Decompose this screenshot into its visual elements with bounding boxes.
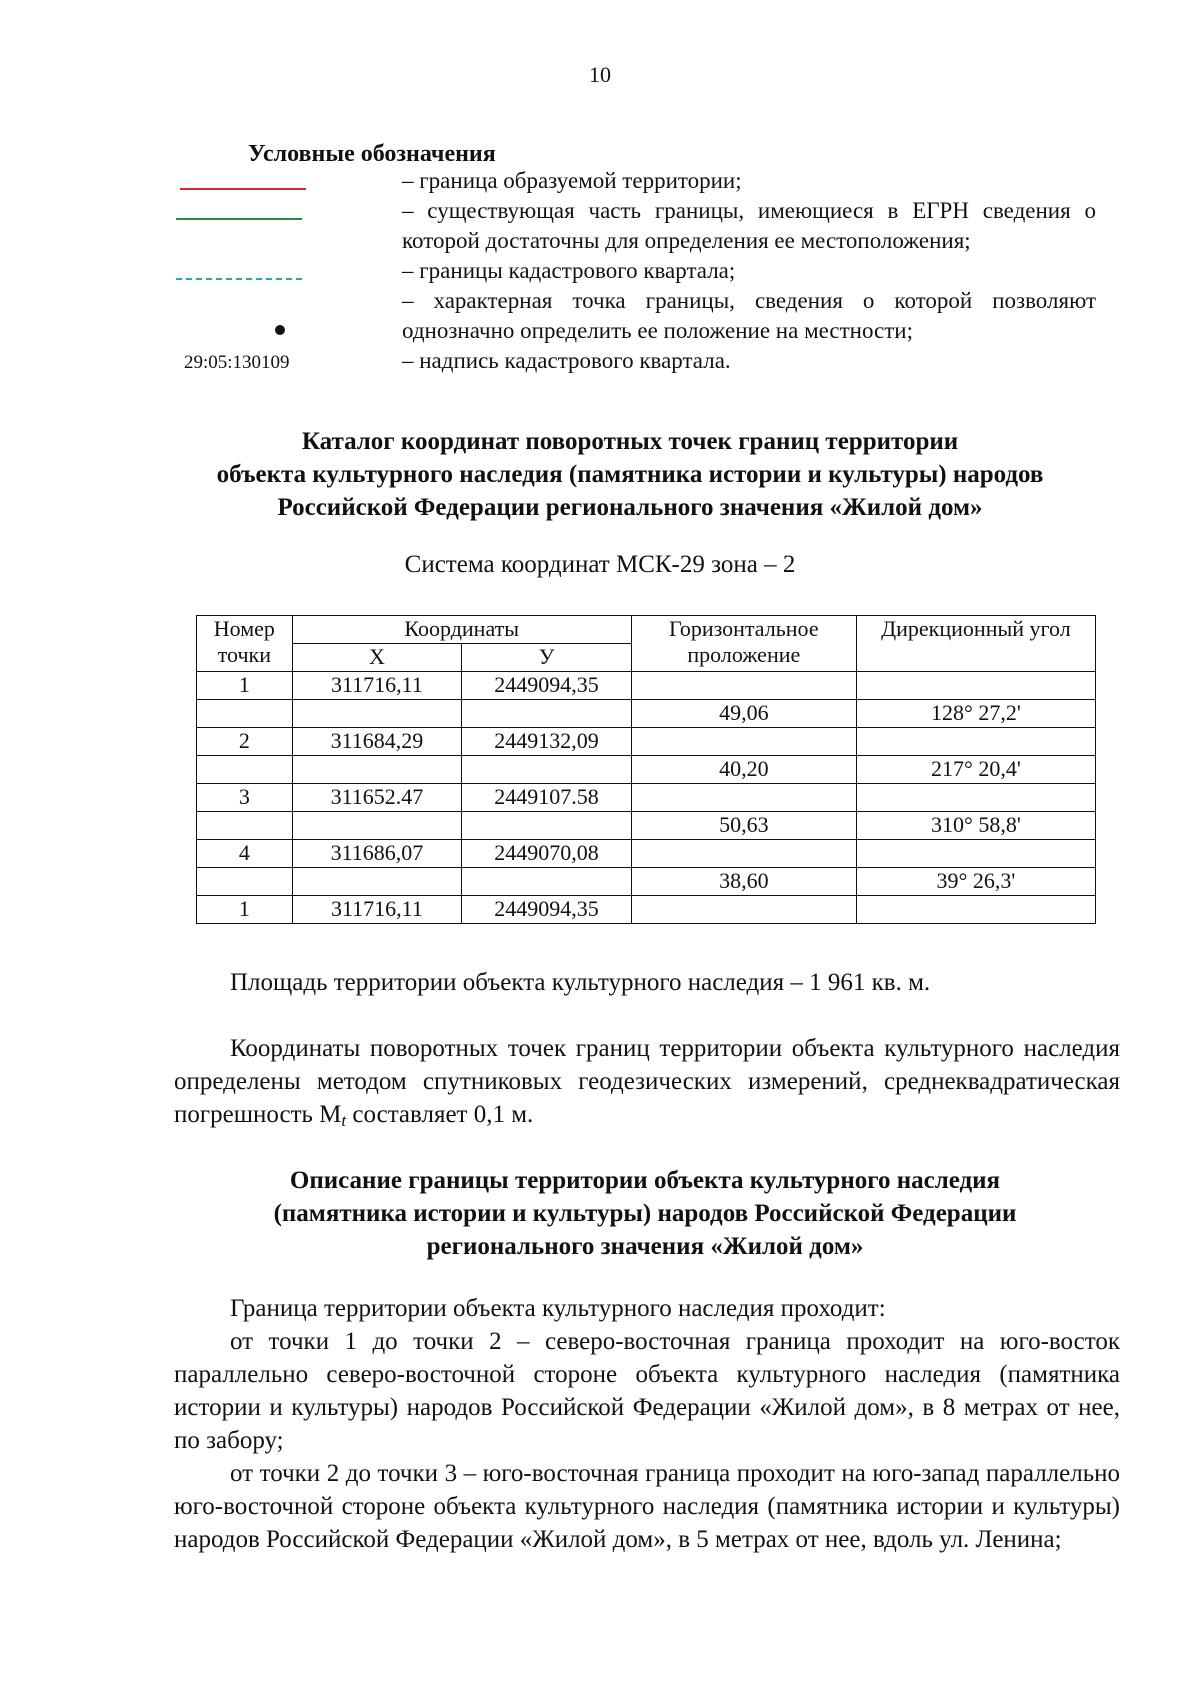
point-row [197,784,1096,812]
legend-text: – границы кадастрового квартала; [402,258,736,283]
legend-text: – надпись кадастрового квартала. [402,348,731,373]
point-x: 311652.47 [292,784,462,812]
point-y: 2449094,35 [462,896,632,924]
point-x: 311716,11 [292,672,462,700]
catalog-title-line: Российской Федерации регионального значения «Жилой дом» [277,494,983,521]
segment-length: 40,20 [631,756,856,784]
area-text: Площадь территории объекта культурного наследия – 1 961 кв. м. [230,969,931,996]
method-paragraph [174,1032,1120,1137]
segment-angle: 128° 27,2' [856,700,1095,728]
method-subscript: t [341,1111,347,1130]
description-title-line: (памятника истории и культуры) народов Российской Федерации [273,1200,1017,1227]
legend-text: – граница образуемой территории; [402,168,742,193]
description-paragraph: от точки 2 до точки 3 – юго-восточная граница проходит на юго-запад параллельно юго-восточной стороне объекта культурного наследия (памятника истории и культуры) народов Российской Федерации «Жилой дом», в 5 метрах от нее, вдоль ул. Ленина; [174,1460,1120,1553]
area-paragraph [174,966,1120,999]
header-point-number: Номер точки [197,616,293,672]
point-row [197,728,1096,756]
legend-text: – характерная точка границы, сведения о которой позволяют однозначно определить ее положение на местности; [402,288,1096,343]
point-y: 2449132,09 [462,728,632,756]
description-title-line: Описание границы территории объекта культурного наследия [289,1167,1001,1194]
point-number: 3 [197,784,293,812]
legend-heading: Условные обозначения [248,141,496,167]
header-coordinates: Координаты [292,616,631,644]
segment-row [197,812,1096,840]
header-y: У [462,644,632,672]
point-number: 4 [197,840,293,868]
segment-row [197,868,1096,896]
segment-length: 50,63 [631,812,856,840]
segment-length: 38,60 [631,868,856,896]
quarter-label: 29:05:130109 [184,352,290,373]
point-x: 311686,07 [292,840,462,868]
point-row [197,896,1096,924]
header-horizontal: Горизонтальное проложение [631,616,856,672]
coordinate-system: Система координат МСК-29 зона – 2 [404,551,796,578]
point-y: 2449094,35 [462,672,632,700]
segment-angle: 310° 58,8' [856,812,1095,840]
point-number: 1 [197,896,293,924]
method-text-end: составляет 0,1 м. [346,1101,534,1128]
description-paragraph: от точки 1 до точки 2 – северо-восточная граница проходит на юго-восток параллельно северо-восточной стороне объекта культурного наследия (памятника истории и культуры) народов Российской Федерации «Жилой дом», в 8 метрах от нее, по забору; [174,1328,1120,1454]
legend-item-point [176,286,1096,346]
segment-angle: 39° 26,3' [856,868,1095,896]
page-number: 10 [589,62,611,87]
point-dot-icon [275,325,285,335]
method-text: Координаты поворотных точек границ территории объекта культурного наследия определены методом спутниковых геодезических измерений, среднеквадратическая погрешность M [174,1035,1120,1128]
point-number: 2 [197,728,293,756]
segment-length: 49,06 [631,700,856,728]
segment-row [197,700,1096,728]
legend-item-quarter [176,256,1096,286]
description-title-line: регионального значения «Жилой дом» [426,1233,864,1260]
point-number: 1 [197,672,293,700]
legend-text: – существующая часть границы, имеющиеся в ЕГРН сведения о которой достаточны для определения ее местоположения; [402,198,1096,253]
legend-item-existing [176,196,1096,256]
point-x: 311716,11 [292,896,462,924]
point-y: 2449107.58 [462,784,632,812]
segment-angle: 217° 20,4' [856,756,1095,784]
catalog-title [150,425,1110,524]
point-x: 311684,29 [292,728,462,756]
catalog-title-line: объекта культурного наследия (памятника истории и культуры) народов [216,461,1044,488]
header-direction: Дирекционный угол [856,616,1095,672]
description-intro: Граница территории объекта культурного наследия проходит: [230,1295,886,1322]
header-x: X [292,644,462,672]
coordinates-table [196,615,1096,924]
point-y: 2449070,08 [462,840,632,868]
point-row [197,672,1096,700]
legend-item-boundary [176,166,1096,196]
catalog-title-line: Каталог координат поворотных точек границ территории [301,428,959,455]
legend-item-label [176,346,1096,376]
segment-row [197,756,1096,784]
point-row [197,840,1096,868]
description-title [200,1164,1090,1263]
